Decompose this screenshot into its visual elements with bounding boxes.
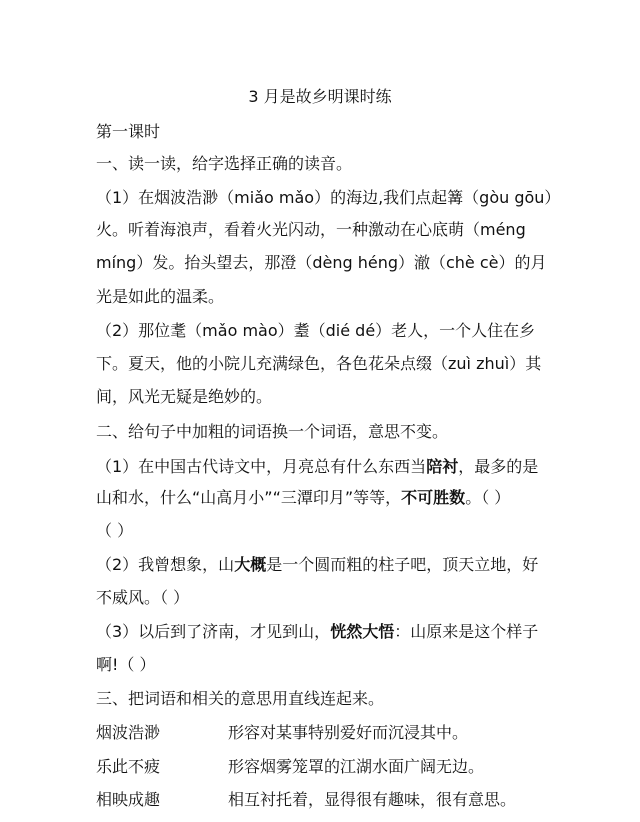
answer-blank: 啊!（ ） — [96, 655, 156, 674]
match-meaning: 形容烟雾笼罩的江湖水面广阔无边。 — [228, 757, 485, 776]
section1-line: （1）在烟波浩渺（miǎo mǎo）的海边,我们点起篝（gòu gōu） — [96, 188, 561, 207]
bold-term: 不可胜数 — [401, 488, 466, 507]
section2-q1-line2 — [96, 487, 510, 509]
bold-term: 恍然大悟 — [330, 622, 395, 641]
section3-heading: 三、把词语和相关的意思用直线连起来。 — [96, 689, 385, 708]
match-word: 乐此不疲 — [96, 757, 161, 776]
text: （3）以后到了济南，才见到山， — [96, 622, 331, 641]
section1-line: 下。夏天，他的小院儿充满绿色，各色花朵点缀（zuì zhuì）其 — [96, 354, 542, 373]
lesson-label: 第一课时 — [96, 122, 161, 141]
text: （2）我曾想象，山 — [96, 555, 235, 574]
bold-term: 陪衬 — [426, 457, 459, 476]
match-word: 相映成趣 — [96, 790, 161, 809]
section2-heading: 二、给句子中加粗的词语换一个词语，意思不变。 — [96, 422, 449, 441]
section2-q1-line1 — [96, 456, 538, 478]
bold-term: 大概 — [234, 555, 267, 574]
section2-q3-line1 — [96, 621, 538, 643]
section1-line: （2）那位耄（mǎo mào）耋（dié dé）老人，一个人住在乡 — [96, 321, 536, 340]
section1-line: 间，风光无疑是绝妙的。 — [96, 387, 273, 406]
section1-line: 火。听着海浪声，看着火光闪动，一种激动在心底萌（méng — [96, 220, 526, 239]
answer-blank: 不威风。（ ） — [96, 588, 190, 607]
section2-q2-line1 — [96, 554, 538, 576]
match-meaning: 形容对某事特别爱好而沉浸其中。 — [228, 723, 469, 742]
answer-blank: 。（ ） — [465, 488, 511, 507]
text: （1）在中国古代诗文中，月亮总有什么东西当 — [96, 457, 427, 476]
section1-heading: 一、读一读，给字选择正确的读音。 — [96, 154, 353, 173]
match-meaning: 相互衬托着，显得很有趣味，很有意思。 — [228, 790, 517, 809]
page-title: 3 月是故乡明课时练 — [248, 87, 392, 106]
text: 是一个圆而粗的柱子吧，顶天立地，好 — [266, 555, 539, 574]
answer-blank: （ ） — [96, 521, 134, 540]
text: ：山原来是这个样子 — [394, 622, 539, 641]
match-word: 烟波浩渺 — [96, 723, 161, 742]
section1-line: míng）发。抬头望去，那澄（dèng héng）澈（chè cè）的月 — [96, 253, 547, 272]
text: 山和水，什么“山高月小”“三潭印月”等等， — [96, 488, 402, 507]
section1-line: 光是如此的温柔。 — [96, 287, 225, 306]
text: ，最多的是 — [458, 457, 539, 476]
